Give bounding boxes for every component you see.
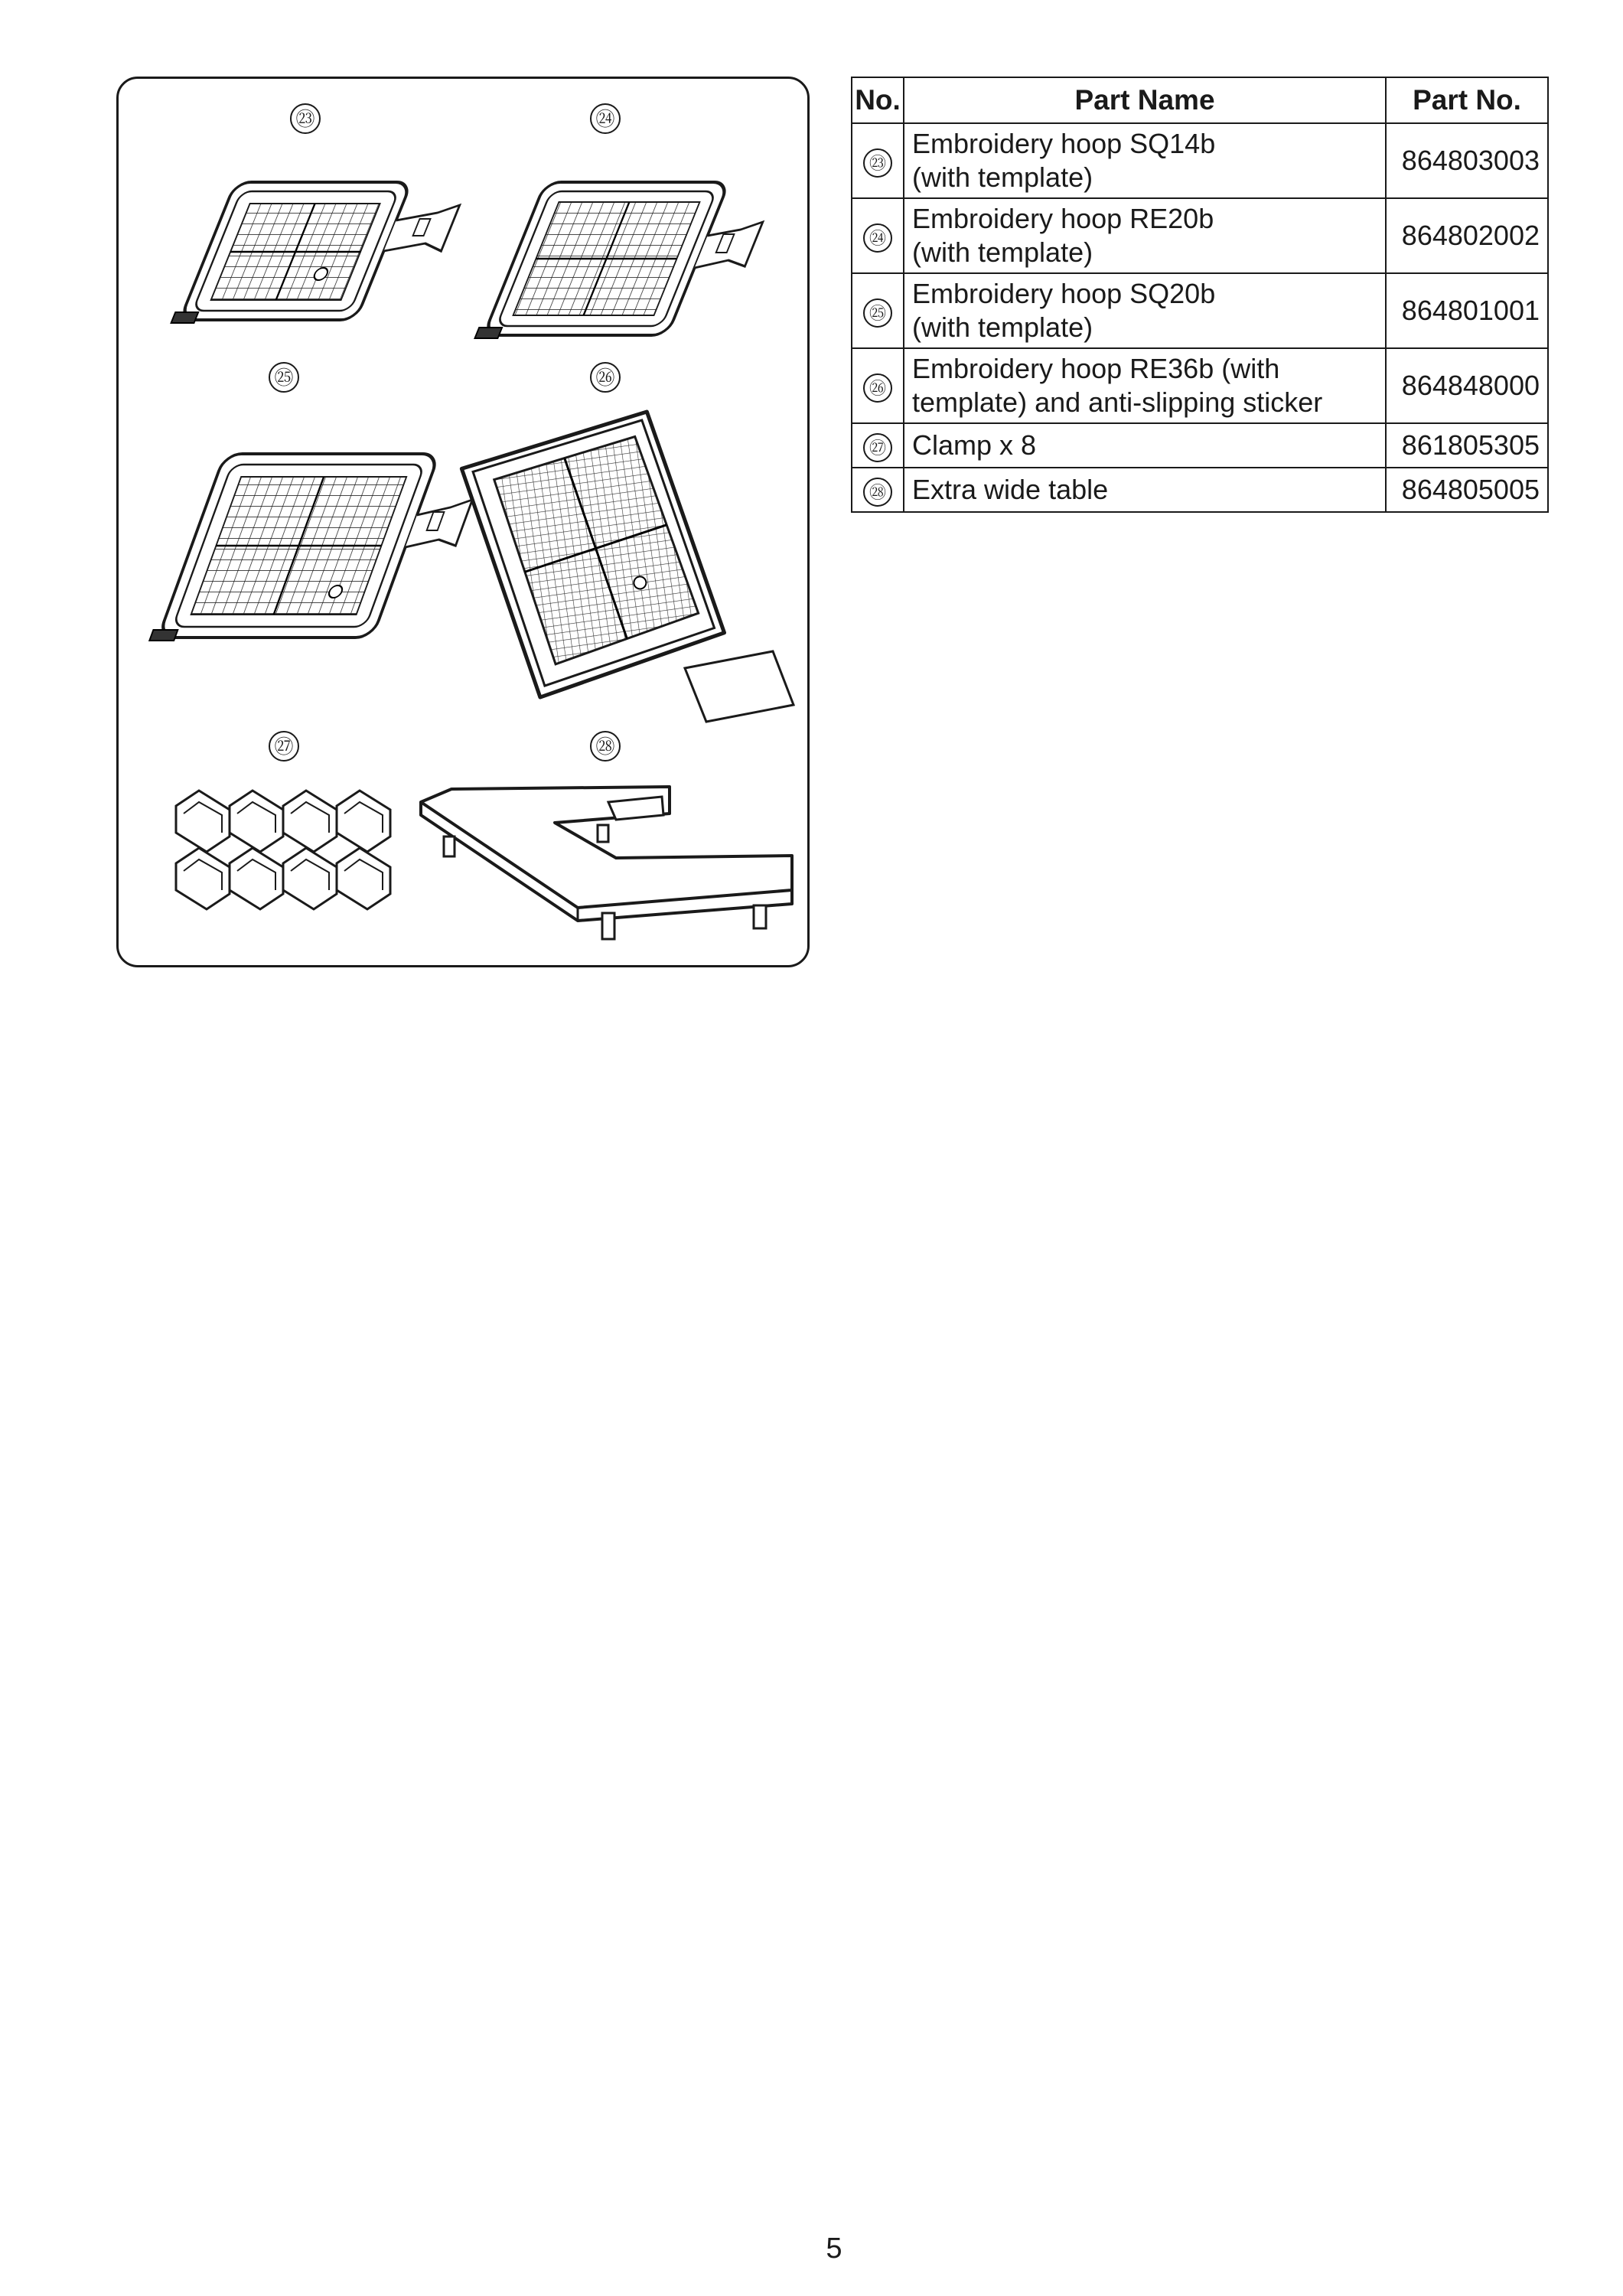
header-part-no: Part No. [1386,77,1548,123]
row-number: ㉔ [863,223,892,253]
part-name-line: (with template) [912,161,1093,193]
hoop-re36b-image [458,406,730,704]
table-row [852,123,1548,198]
table-row [852,198,1548,273]
table-row [852,468,1548,512]
part-number: 864802002 [1386,198,1548,273]
part-name-line: Embroidery hoop RE36b (with [912,353,1280,384]
part-name-cell [904,273,1386,348]
callout-27: ㉗ [269,731,299,762]
table-header-row [852,77,1548,123]
row-number: ㉓ [863,148,892,178]
part-name-line: Clamp x 8 [912,429,1037,461]
hoop-sq20b-image [149,454,489,641]
part-name-line: Embroidery hoop SQ14b [912,128,1216,159]
part-name-cell [904,423,1386,468]
parts-table [851,77,1549,513]
hoop-re20b-image [474,182,778,338]
hoop-sq14b-image [171,182,469,323]
callout-23: ㉓ [290,103,321,134]
part-name-line: template) and anti-slipping sticker [912,386,1323,418]
part-name-cell [904,348,1386,423]
row-number: ㉖ [863,373,892,403]
header-part-name: Part Name [904,77,1386,123]
part-name-line: Extra wide table [912,474,1109,505]
table-row [852,348,1548,423]
part-number: 864848000 [1386,348,1548,423]
part-name-line: Embroidery hoop SQ20b [912,278,1216,309]
part-name-cell [904,468,1386,512]
table-row [852,423,1548,468]
part-name-cell [904,123,1386,198]
page-number: 5 [826,2232,842,2265]
callout-25: ㉕ [269,362,299,393]
clamps-image [176,791,390,909]
row-number: ㉕ [863,298,892,328]
part-name-line: Embroidery hoop RE20b [912,203,1214,234]
part-name-cell [904,198,1386,273]
part-name-line: (with template) [912,236,1093,268]
row-number: ㉗ [863,433,892,462]
part-number: 861805305 [1386,423,1548,468]
table-row [852,273,1548,348]
row-number: ㉘ [863,478,892,507]
anti-slipping-sticker-image [685,651,794,722]
header-no: No. [852,77,904,123]
extra-wide-table-image [421,787,792,939]
part-name-line: (with template) [912,311,1093,343]
part-number: 864805005 [1386,468,1548,512]
part-number: 864801001 [1386,273,1548,348]
parts-illustration-panel [116,77,810,967]
callout-28: ㉘ [590,731,621,762]
callout-24: ㉔ [590,103,621,134]
callout-26: ㉖ [590,362,621,393]
part-number: 864803003 [1386,123,1548,198]
